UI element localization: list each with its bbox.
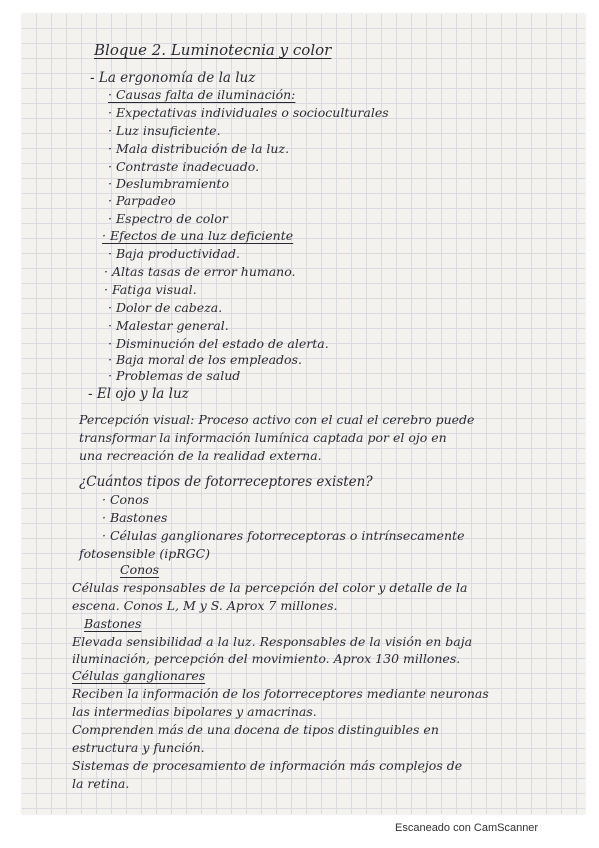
list-item: · Células ganglionares fotorreceptoras o intrínsecamente [102, 528, 465, 543]
conos-line: Células responsables de la percepción del color y detalle de la [72, 580, 468, 595]
bastones-line: iluminación, percepción del movimiento. Aprox 130 millones. [72, 651, 461, 666]
subheading-bastones: Bastones [84, 616, 142, 631]
ganglionares-line: Comprenden más de una docena de tipos distinguibles en [72, 722, 439, 737]
bastones-line: Elevada sensibilidad a la luz. Responsables de la visión en baja [72, 634, 473, 649]
list-item: · Expectativas individuales o socioculturales [108, 105, 389, 120]
subheading-causas: · Causas falta de iluminación: [108, 87, 296, 102]
list-item: · Mala distribución de la luz. [108, 141, 290, 156]
percepcion-line: una recreación de la realidad externa. [79, 448, 322, 463]
list-item: · Deslumbramiento [108, 176, 229, 191]
list-item: · Bastones [102, 510, 168, 525]
page-title: Bloque 2. Luminotecnia y color [94, 41, 332, 59]
ganglionares-line: las intermedias bipolares y amacrinas. [72, 704, 317, 719]
list-item: · Baja productividad. [108, 246, 240, 261]
list-item: · Dolor de cabeza. [108, 300, 223, 315]
list-item: · Conos [102, 492, 150, 507]
ganglionares-line: la retina. [72, 776, 130, 791]
section-heading-ergonomia: - La ergonomía de la luz [90, 70, 256, 86]
section-heading-ojo-luz: - El ojo y la luz [88, 386, 189, 402]
list-item-continuation: fotosensible (ipRGC) [79, 546, 211, 561]
notebook-page [22, 14, 585, 814]
subheading-conos: Conos [120, 562, 160, 577]
subheading-ganglionares: Células ganglionares [72, 668, 206, 683]
ganglionares-line: Sistemas de procesamiento de información más complejos de [72, 758, 463, 773]
subheading-efectos: · Efectos de una luz deficiente [102, 228, 294, 243]
handwritten-notes [22, 14, 585, 814]
list-item: · Luz insuficiente. [108, 123, 221, 138]
list-item: · Contraste inadecuado. [108, 159, 260, 174]
list-item: · Altas tasas de error humano. [104, 264, 296, 279]
list-item: · Espectro de color [108, 211, 228, 226]
list-item: · Fatiga visual. [104, 282, 197, 297]
question-fotorreceptores: ¿Cuántos tipos de fotorreceptores existen? [79, 474, 373, 490]
conos-line: escena. Conos L, M y S. Aprox 7 millones. [72, 598, 338, 613]
percepcion-line: Percepción visual: Proceso activo con el cual el cerebro puede [79, 412, 475, 427]
percepcion-line: transformar la información lumínica captada por el ojo en [79, 430, 447, 445]
list-item: · Disminución del estado de alerta. [108, 336, 329, 351]
list-item: · Malestar general. [108, 318, 229, 333]
ganglionares-line: estructura y función. [72, 740, 205, 755]
list-item: · Baja moral de los empleados. [108, 352, 302, 367]
list-item: · Problemas de salud [108, 368, 241, 383]
scanner-watermark: Escaneado con CamScanner [395, 822, 539, 834]
list-item: · Parpadeo [108, 193, 176, 208]
ganglionares-line: Reciben la información de los fotorreceptores mediante neuronas [72, 686, 489, 701]
